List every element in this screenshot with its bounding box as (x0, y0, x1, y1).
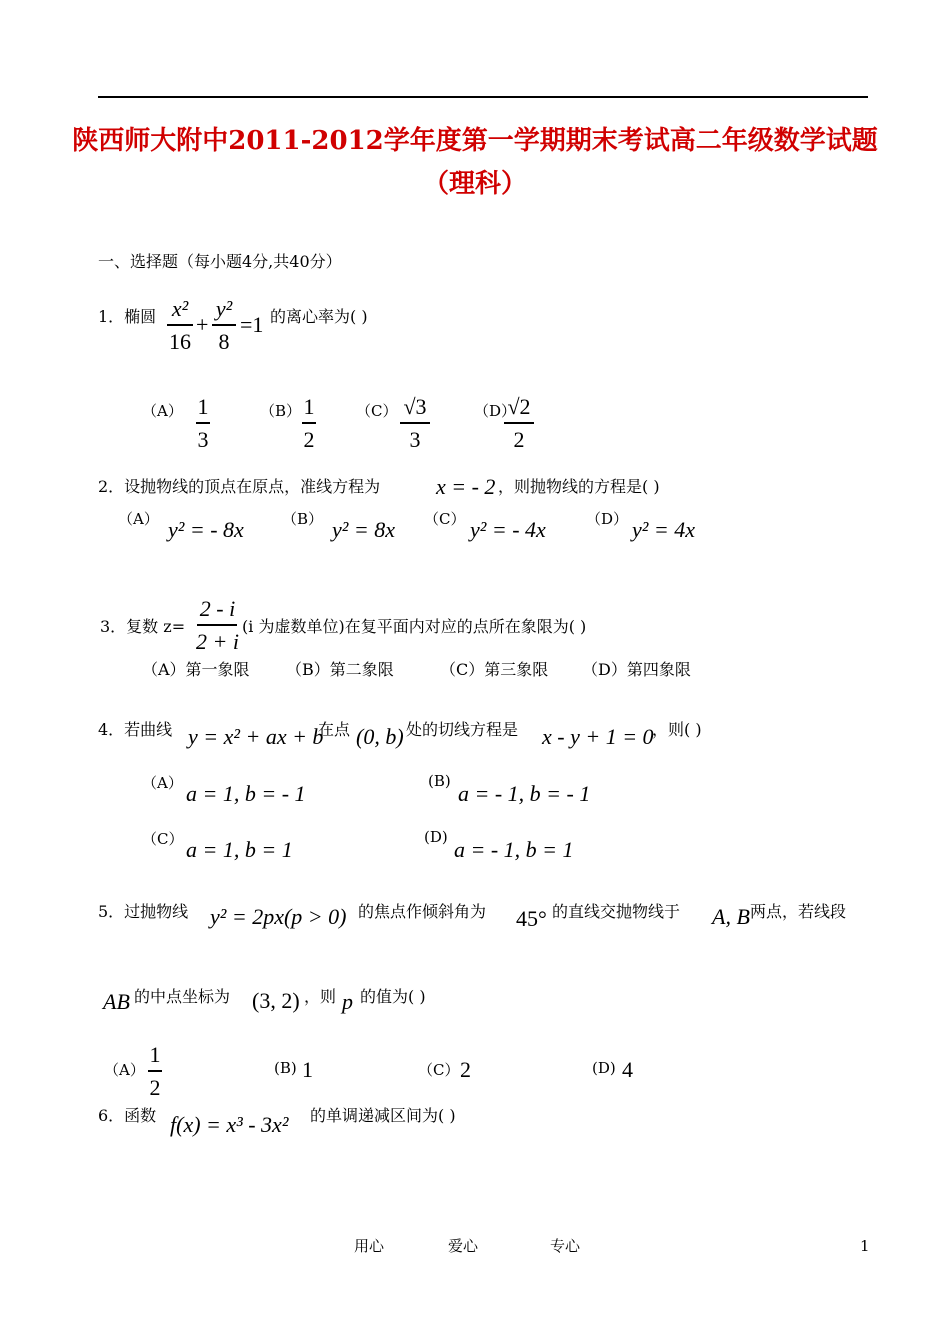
q5-option-c: 2 (460, 1057, 471, 1082)
q1-option-d-label: （D） (474, 402, 517, 420)
q1-plus: + (196, 312, 209, 337)
section-heading: 一、选择题（每小题4分,共40分） (98, 252, 342, 271)
q1-option-b-label: （B） (260, 402, 302, 420)
q4-curve: y = x² + ax + b (188, 724, 324, 749)
q5-line2-mid: 的中点坐标为 (134, 987, 231, 1006)
footer-item-1: 用心 (354, 1237, 385, 1255)
q2-prefix: 2．设抛物线的顶点在原点，准线方程为 (98, 477, 381, 496)
q1-prefix: 1．椭圆 (98, 307, 157, 326)
q1-option-a-label: （A） (142, 402, 183, 420)
q1-option-c-label: （C） (356, 402, 398, 420)
q4-option-c: a = 1, b = 1 (186, 837, 293, 862)
q3-option-b: （B）第二象限 (286, 660, 394, 679)
q1-option-c: √3 3 (400, 396, 430, 451)
q5-option-b: 1 (302, 1057, 313, 1082)
q5-midpoint: (3, 2) (252, 988, 300, 1013)
q1-option-a: 1 3 (197, 394, 209, 452)
q4-mid2: 处的切线方程是 (406, 720, 519, 739)
q1-option-d: √2 2 (504, 396, 534, 451)
q5-option-b-label: (B) (274, 1059, 297, 1077)
header-rule (98, 96, 868, 98)
q3-option-d: （D）第四象限 (582, 660, 691, 679)
q5-mid: 的焦点作倾斜角为 (358, 902, 487, 921)
footer-item-3: 专心 (550, 1237, 581, 1255)
q1-fraction-y: y² 8 (212, 298, 236, 353)
document-subtitle: （理科） (422, 169, 527, 199)
q4-suffix: ，则( ) (652, 720, 702, 739)
q5-prefix: 5．过抛物线 (98, 902, 189, 921)
q2-option-c-label: （C） (424, 510, 466, 528)
q5-line2-suffix: 的值为( ) (360, 987, 426, 1006)
q2-option-a-label: （A） (118, 510, 159, 528)
q2-option-a: y² = - 8x (168, 517, 244, 542)
q4-prefix: 4．若曲线 (98, 720, 173, 739)
q3-prefix: 3．复数 z= (100, 617, 186, 636)
q4-option-b: a = - 1, b = - 1 (458, 781, 591, 806)
q4-option-d: a = - 1, b = 1 (454, 837, 574, 862)
q4-option-d-label: (D) (424, 828, 448, 846)
q3-option-a: （A）第一象限 (142, 660, 250, 679)
q5-mid2: 的直线交抛物线于 (552, 902, 681, 921)
footer-item-2: 爱心 (448, 1237, 479, 1255)
q5-option-d-label: (D) (592, 1059, 616, 1077)
q5-option-d: 4 (622, 1057, 633, 1082)
q5-option-a: 1 2 (149, 1042, 161, 1100)
q2-option-d-label: （D） (586, 510, 629, 528)
document-title: 陕西师大附中2011-2012学年度第一学期期末考试高二年级数学试题 (72, 126, 878, 156)
q5-suffix: 两点，若线段 (750, 902, 847, 921)
q4-mid: 在点 (318, 720, 351, 739)
page-number: 1 (860, 1237, 870, 1255)
q4-option-c-label: （C） (142, 830, 184, 848)
q2-option-c: y² = - 4x (470, 517, 546, 542)
q3-suffix: (i 为虚数单位)在复平面内对应的点所在象限为( ) (242, 617, 587, 636)
q4-option-a: a = 1, b = - 1 (186, 781, 306, 806)
q4-option-a-label: （A） (142, 774, 183, 792)
q1-option-b: 1 2 (303, 394, 315, 452)
q2-option-b-label: （B） (282, 510, 324, 528)
q2-option-b: y² = 8x (332, 517, 395, 542)
q5-angle: 45° (516, 906, 547, 931)
q2-option-d: y² = 4x (632, 517, 695, 542)
q5-line2-mid2: ，则 (304, 987, 337, 1006)
q6-prefix: 6．函数 (98, 1106, 157, 1125)
q2-suffix: ，则抛物线的方程是( ) (498, 477, 660, 496)
q4-option-b-label: (B) (428, 772, 451, 790)
q4-tangent-line: x - y + 1 = 0 (542, 724, 654, 749)
q2-directrix: x = - 2 (436, 474, 496, 499)
q5-p: p (342, 989, 353, 1014)
q3-option-c: （C）第三象限 (440, 660, 549, 679)
q1-equals-one: =1 (240, 312, 264, 337)
q5-option-c-label: （C） (418, 1061, 460, 1079)
q1-fraction-x: x² 16 (169, 296, 191, 354)
q5-segment: AB (103, 989, 130, 1014)
q5-points: A, B (712, 904, 750, 929)
q3-fraction: 2 - i 2 + i (196, 596, 239, 654)
q5-parabola: y² = 2px(p > 0) (210, 904, 347, 929)
q4-point: (0, b) (356, 724, 404, 749)
q6-function: f(x) = x³ - 3x² (170, 1112, 289, 1137)
q1-suffix: 的离心率为( ) (270, 307, 368, 326)
q5-option-a-label: （A） (104, 1061, 145, 1079)
q6-suffix: 的单调递减区间为( ) (310, 1106, 456, 1125)
